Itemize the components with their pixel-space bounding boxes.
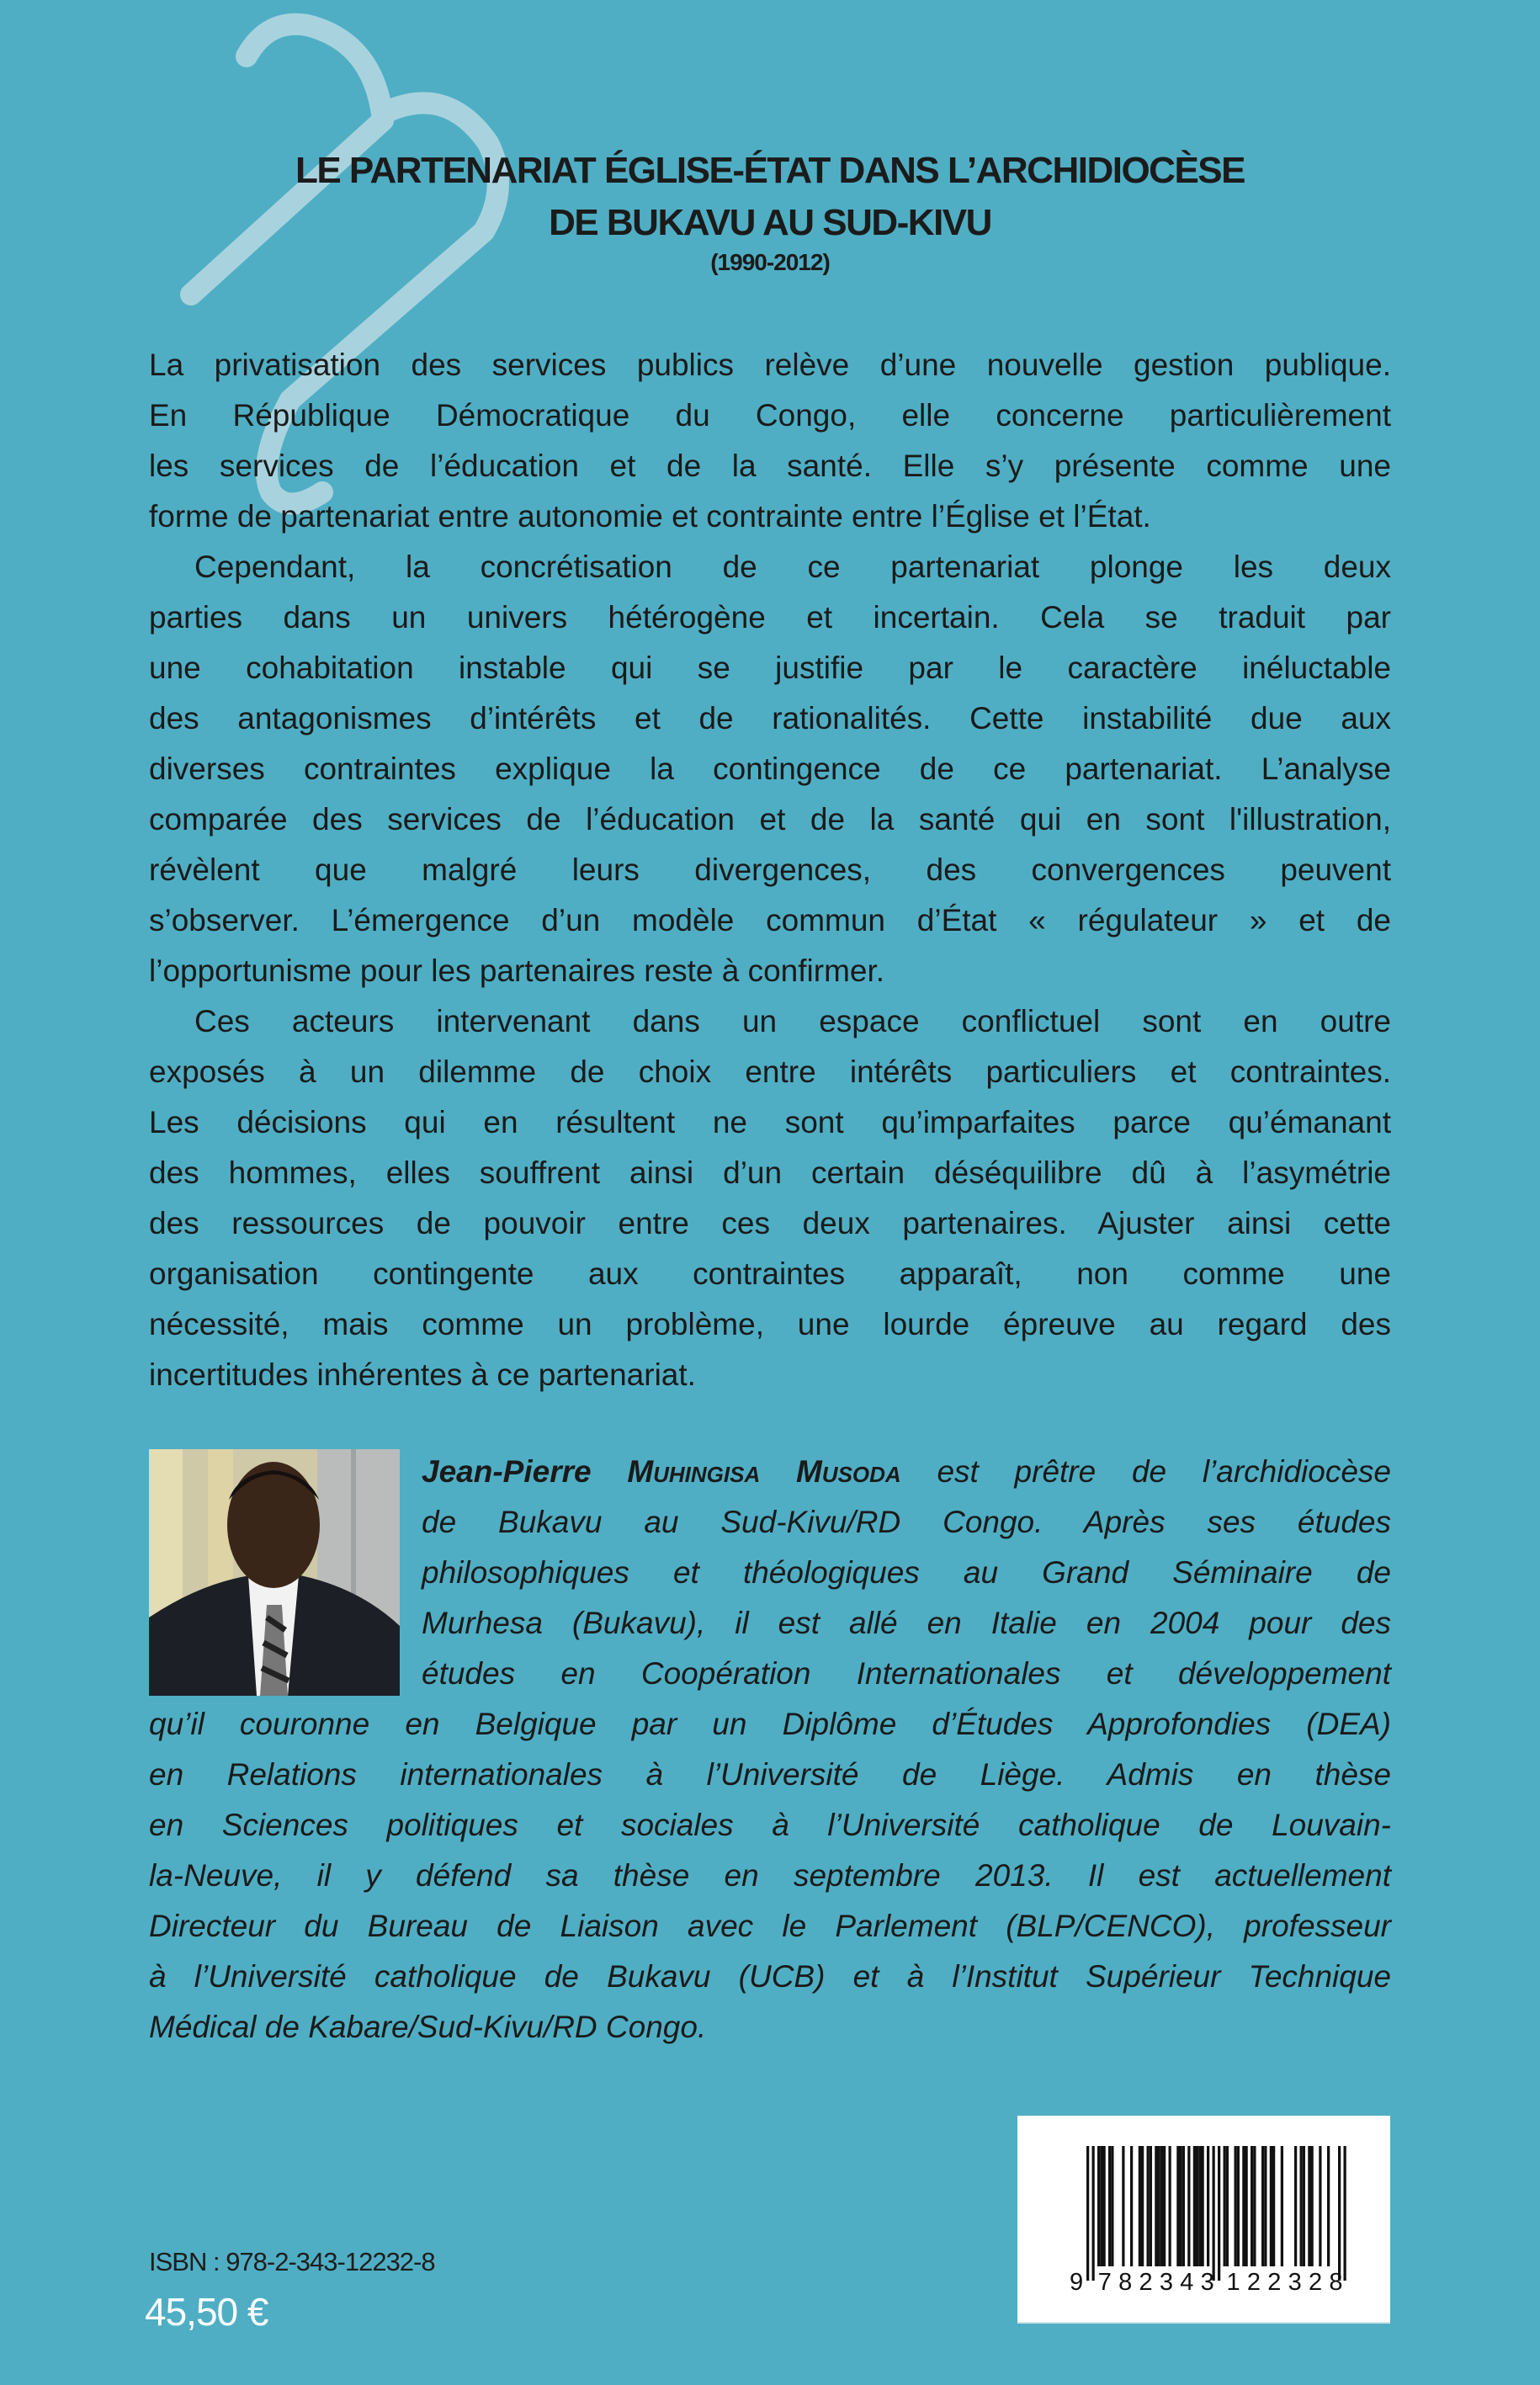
barcode-bar <box>1224 2146 1226 2266</box>
barcode-bar <box>1092 2146 1095 2281</box>
summary-line: En République Démocratique du Congo, elle concerne particulièrement <box>149 398 1391 433</box>
summary-line: une cohabitation instable qui se justifie par le caractère inéluctable <box>149 651 1391 685</box>
barcode-bar <box>1111 2146 1113 2266</box>
barcode <box>1017 2116 1390 2322</box>
barcode-bar <box>1281 2146 1283 2266</box>
bio-line-text: est prêtre de l’archidiocèse <box>900 1454 1391 1489</box>
bio-line: Directeur du Bureau de Liaison avec le Parlement (BLP/CENCO), professeur <box>149 1909 1391 1943</box>
summary-line: s’observer. L’émergence d’un modèle commun d’État « régulateur » et de <box>149 903 1391 938</box>
barcode-bar <box>1202 2146 1204 2266</box>
bio-line: philosophiques et théologiques au Grand Séminaire de <box>422 1555 1391 1590</box>
price: 45,50 € <box>145 2290 268 2334</box>
isbn: ISBN : 978-2-343-12232-8 <box>149 2247 435 2276</box>
barcode-bar <box>1103 2146 1106 2266</box>
barcode-bar <box>1264 2146 1267 2266</box>
summary-line: révèlent que malgré leurs divergences, des convergences peuvent <box>149 853 1391 887</box>
barcode-bar <box>1251 2146 1253 2266</box>
summary-line: comparée des services de l’éducation et de la santé qui en sont l'illustration, <box>149 802 1391 837</box>
barcode-bar <box>1294 2146 1297 2266</box>
bio-line: études en Coopération Internationales et développement <box>422 1656 1391 1691</box>
summary-line: Les décisions qui en résultent ne sont qu’imparfaites parce qu’émanant <box>149 1105 1391 1139</box>
summary-line: forme de partenariat entre autonomie et contrainte entre l’Église et l’État. <box>149 499 1151 534</box>
author-biography <box>149 1447 1391 2053</box>
barcode-bar <box>1180 2146 1182 2266</box>
barcode-bar <box>1226 2146 1229 2266</box>
barcode-digits: 782343 <box>1097 2269 1214 2296</box>
bio-line: en Relations internationales à l’Université de Liège. Admis en thèse <box>149 1757 1391 1792</box>
summary-line: l’opportunisme pour les partenaires reste à confirmer. <box>149 953 885 988</box>
barcode-bar <box>1213 2146 1215 2281</box>
summary-line: exposés à un dilemme de choix entre intérêts particuliers et contraintes. <box>149 1054 1391 1089</box>
barcode-bar <box>1253 2146 1256 2266</box>
barcode-bar <box>1176 2146 1179 2266</box>
summary-text <box>149 340 1391 1400</box>
barcode-bar <box>1150 2146 1152 2266</box>
barcode-bar <box>1272 2146 1275 2266</box>
barcode-bar <box>1122 2146 1124 2266</box>
barcode-bar <box>1097 2146 1100 2266</box>
book-title-years: (1990-2012) <box>710 249 830 275</box>
bio-line: à l’Université catholique de Bukavu (UCB) et à l’Institut Supérieur Technique <box>149 1959 1391 1994</box>
barcode-bar <box>1218 2146 1220 2281</box>
barcode-bar <box>1303 2146 1305 2266</box>
barcode-bar <box>1100 2146 1102 2266</box>
barcode-bar <box>1139 2146 1141 2266</box>
summary-line: Ces acteurs intervenant dans un espace conflictuel sont en outre <box>194 1004 1391 1038</box>
barcode-bar <box>1270 2146 1272 2266</box>
summary-line: nécessité, mais comme un problème, une lourde épreuve au regard des <box>149 1307 1391 1341</box>
summary-line: diverses contraintes explique la contingence de ce partenariat. L’analyse <box>149 752 1391 786</box>
bio-line: Murhesa (Bukavu), il est allé en Italie en 2004 pour des <box>422 1606 1391 1640</box>
barcode-bar <box>1237 2146 1240 2266</box>
barcode-bar <box>1086 2146 1089 2281</box>
barcode-bar <box>1300 2146 1303 2266</box>
book-title-line-2: DE BUKAVU AU SUD-KIVU <box>549 202 991 243</box>
summary-line: des hommes, elles souffrent ainsi d’un certain déséquilibre dû à l’asymétrie <box>149 1155 1391 1190</box>
summary-line: des ressources de pouvoir entre ces deux partenaires. Ajuster ainsi cette <box>149 1206 1391 1240</box>
barcode-bar <box>1207 2146 1209 2266</box>
summary-line: Cependant, la concrétisation de ce partenariat plonge les deux <box>194 550 1391 584</box>
bio-line: en Sciences politiques et sociales à l’Université catholique de Louvain- <box>149 1808 1391 1842</box>
author-first-name: Jean-Pierre <box>422 1454 628 1489</box>
barcode-bar <box>1308 2146 1310 2266</box>
barcode-bar <box>1344 2146 1346 2281</box>
barcode-bar <box>1327 2146 1330 2266</box>
barcode-bar <box>1242 2146 1245 2266</box>
author-last-name: Muhingisa Musoda <box>627 1454 901 1489</box>
barcode-bar <box>1245 2146 1248 2266</box>
barcode-bar <box>1158 2146 1160 2266</box>
summary-line: incertitudes inhérentes à ce partenariat. <box>149 1357 696 1392</box>
summary-line: organisation contingente aux contraintes apparaît, non comme une <box>149 1256 1391 1291</box>
barcode-bar <box>1193 2146 1196 2266</box>
barcode-bar <box>1261 2146 1264 2266</box>
bio-line: Médical de Kabare/Sud-Kivu/RD Congo. <box>149 2010 707 2044</box>
barcode-bar <box>1319 2146 1321 2266</box>
barcode-bar <box>1169 2146 1171 2266</box>
barcode-bar <box>1155 2146 1157 2266</box>
barcode-bar <box>1141 2146 1144 2266</box>
barcode-digits: 9 <box>1070 2269 1084 2296</box>
bio-line <box>422 1447 1391 1497</box>
summary-line: les services de l’éducation et de la santé. Elle s’y présente comme une <box>149 449 1391 483</box>
summary-line: parties dans un univers hétérogène et incertain. Cela se traduit par <box>149 600 1391 635</box>
barcode-bar <box>1311 2146 1314 2266</box>
barcode-bar <box>1338 2146 1341 2281</box>
barcode-bar <box>1182 2146 1185 2266</box>
barcode-bar <box>1235 2146 1237 2266</box>
barcode-bar <box>1163 2146 1166 2266</box>
barcode-bar <box>1187 2146 1190 2266</box>
barcode-bar <box>1196 2146 1198 2266</box>
summary-line: La privatisation des services publics relève d’une nouvelle gestion publique. <box>149 348 1391 382</box>
barcode-bar <box>1160 2146 1163 2266</box>
barcode-label <box>1017 2116 1390 2324</box>
barcode-bar <box>1198 2146 1201 2266</box>
bio-line: la-Neuve, il y défend sa thèse en septembre 2013. Il est actuellement <box>149 1858 1391 1893</box>
book-title-line-1: LE PARTENARIAT ÉGLISE-ÉTAT DANS L’ARCHIDIOCÈSE <box>295 150 1245 191</box>
barcode-bar <box>1147 2146 1150 2266</box>
bio-line: qu’il couronne en Belgique par un Diplôme d’Études Approfondies (DEA) <box>149 1707 1391 1741</box>
summary-line: des antagonismes d’intérêts et de rationalités. Cette instabilité due aux <box>149 701 1391 736</box>
bio-line: de Bukavu au Sud-Kivu/RD Congo. Après ses études <box>422 1505 1391 1539</box>
barcode-bar <box>1130 2146 1133 2266</box>
barcode-digits: 122328 <box>1226 2269 1343 2296</box>
barcode-bar <box>1108 2146 1111 2266</box>
